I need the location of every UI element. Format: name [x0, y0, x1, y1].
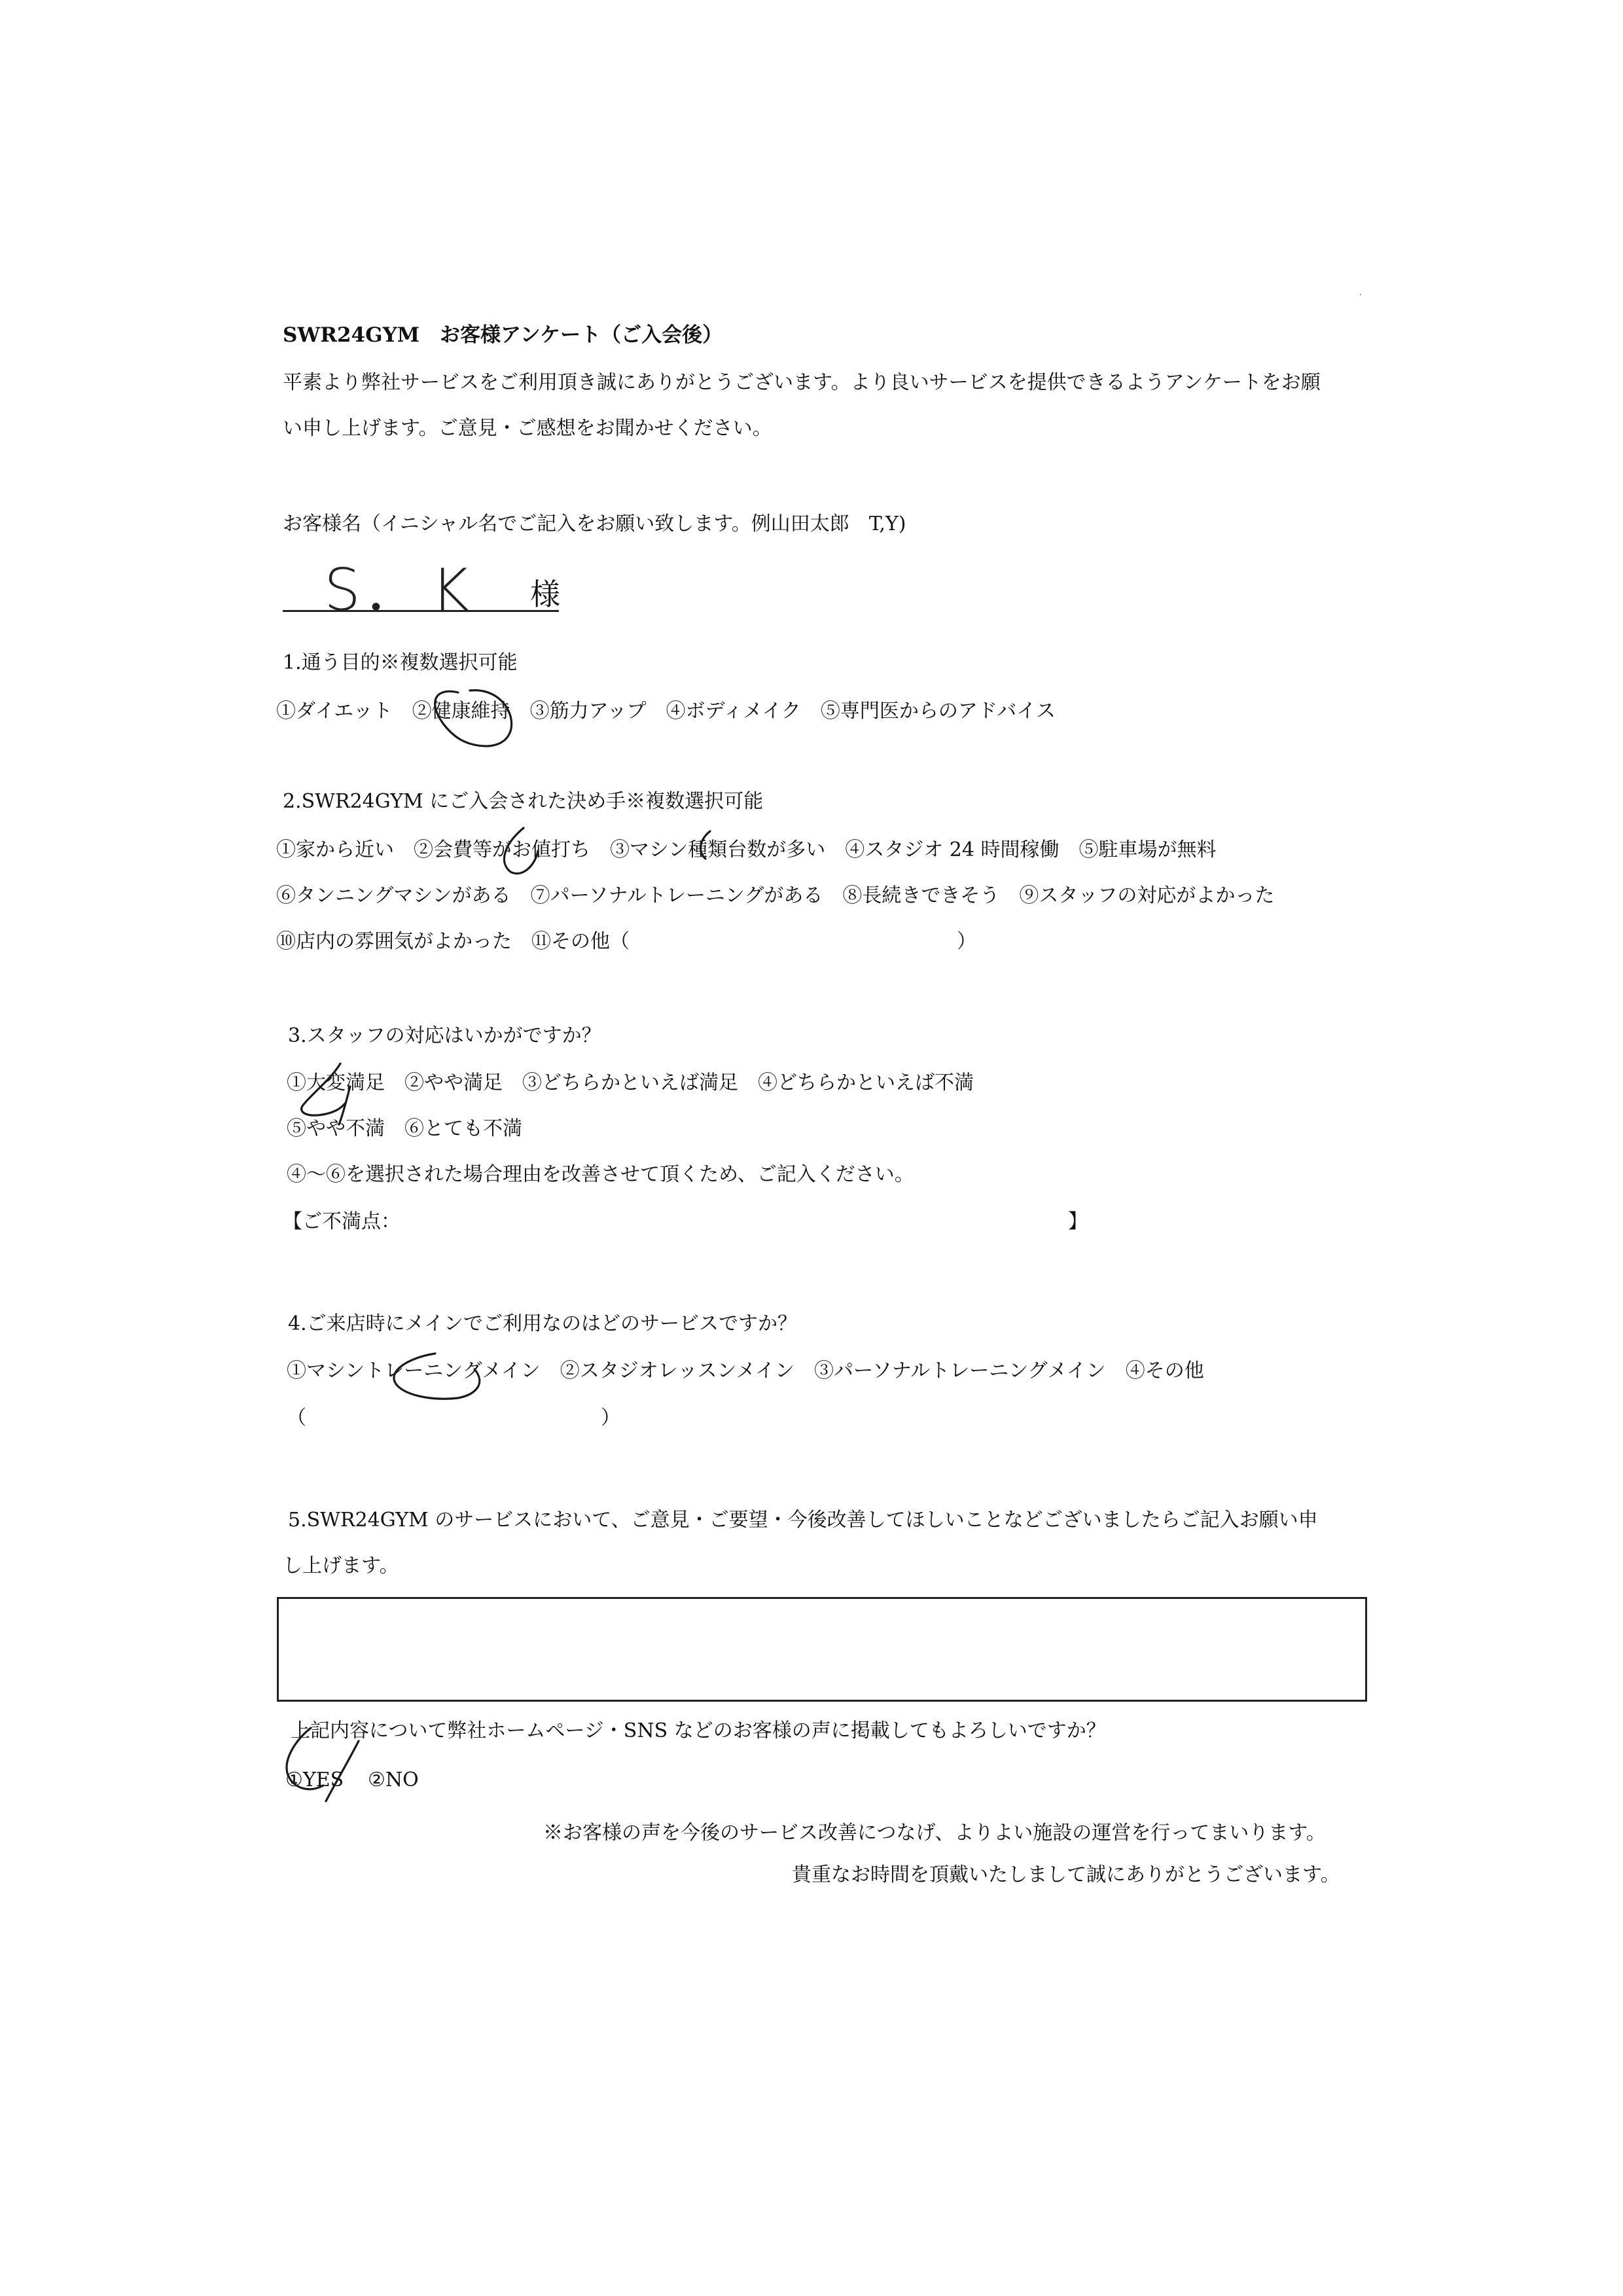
intro-text-line1: 平素より弊社サービスをご利用頂き誠にありがとうございます。より良いサービスを提供できるようアンケートをお願	[283, 371, 1321, 394]
q3-question: 3.スタッフの対応はいかがですか？	[288, 1024, 601, 1047]
q4-other-open-paren: （	[287, 1407, 306, 1429]
q2-other-close-paren: ）	[957, 930, 976, 953]
q3-options-row2[interactable]: ⑤やや不満 ⑥とても不満	[287, 1117, 522, 1140]
publish-question: 上記内容について弊社ホームページ・SNS などのお客様の声に掲載してもよろしいですか？	[291, 1719, 1106, 1742]
customer-name-label: お客様名（イニシャル名でご記入をお願い致します。例山田太郎 T,Y)	[283, 512, 906, 535]
q5-question-line2: し上げます。	[283, 1554, 399, 1577]
q4-question: 4.ご来店時にメインでご利用なのはどのサービスですか？	[288, 1312, 798, 1335]
survey-title: SWR24GYM お客様アンケート（ご入会後）	[283, 323, 723, 347]
footer-line1: ※お客様の声を今後のサービス改善につなげ、よりよい施設の運営を行ってまいります。	[543, 1821, 1326, 1844]
q1-question: 1.通う目的※複数選択可能	[283, 651, 518, 674]
footer-line2: 貴重なお時間を頂戴いたしまして誠にありがとうございます。	[792, 1863, 1340, 1886]
q1-options[interactable]: ①ダイエット ②健康維持 ③筋力アップ ④ボディメイク ⑤専門医からのアドバイス	[276, 700, 1056, 723]
q4-other-close-paren: ）	[601, 1407, 620, 1429]
q3-options-row1[interactable]: ①大変満足 ②やや満足 ③どちらかといえば満足 ④どちらかといえば不満	[287, 1071, 974, 1094]
q2-options-row1[interactable]: ①家から近い ②会費等がお値打ち ③マシン種類台数が多い ④スタジオ 24 時間稼働 ⑤駐車場が無料	[276, 838, 1217, 861]
q4-options[interactable]: ①マシントレーニングメイン ②スタジオレッスンメイン ③パーソナルトレーニングメイン ④その他	[287, 1359, 1204, 1382]
customer-honorific: 様	[530, 577, 560, 612]
publish-option-no[interactable]: ②NO	[368, 1768, 419, 1791]
intro-text-line2: い申し上げます。ご意見・ご感想をお聞かせください。	[283, 417, 772, 440]
publish-option-yes[interactable]: ①YES	[285, 1768, 344, 1791]
q3-complaint-close-bracket: 】	[1068, 1210, 1088, 1233]
customer-name-handwritten: S．K	[324, 556, 476, 624]
q3-note: ④〜⑥を選択された場合理由を改善させて頂くため、ご記入ください。	[287, 1163, 914, 1186]
q2-question: 2.SWR24GYM にご入会された決め手※複数選択可能	[283, 790, 764, 813]
q2-options-row2[interactable]: ⑥タンニングマシンがある ⑦パーソナルトレーニングがある ⑧長続きできそう ⑨スタッフの対応がよかった	[276, 884, 1275, 907]
q5-question-line1: 5.SWR24GYM のサービスにおいて、ご意見・ご要望・今後改善してほしいことなどございましたらご記入お願い申	[288, 1509, 1318, 1532]
q2-options-row3[interactable]: ⑩店内の雰囲気がよかった ⑪その他（	[276, 930, 630, 953]
q3-complaint-label: 【ご不満点：	[283, 1210, 401, 1233]
